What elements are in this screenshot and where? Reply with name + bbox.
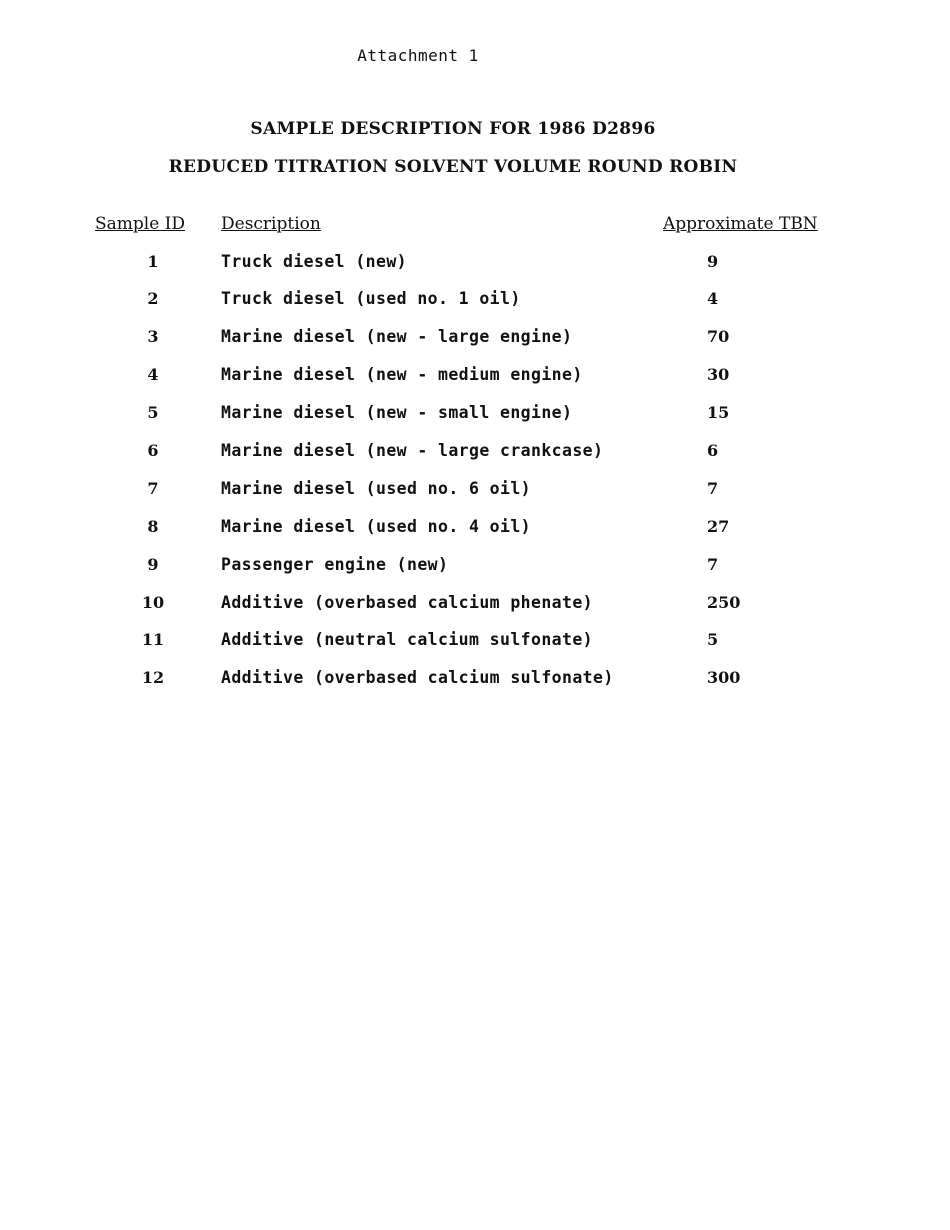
document-subtitle: REDUCED TITRATION SOLVENT VOLUME ROUND ROBIN	[168, 157, 738, 177]
table-row	[0, 252, 950, 282]
sample-id: 11	[141, 630, 165, 649]
sample-id: 10	[141, 593, 165, 612]
sample-id: 3	[147, 327, 159, 346]
sample-description: Additive (overbased calcium phenate)	[221, 593, 594, 612]
table-row	[0, 289, 950, 319]
table-row	[0, 365, 950, 395]
sample-tbn: 15	[707, 403, 730, 422]
sample-description: Passenger engine (new)	[221, 555, 449, 574]
sample-description: Marine diesel (new - medium engine)	[221, 365, 583, 384]
table-row	[0, 479, 950, 509]
table-row	[0, 630, 950, 660]
sample-id: 12	[141, 668, 165, 687]
sample-id: 9	[147, 555, 159, 574]
sample-tbn: 27	[707, 517, 730, 536]
header-sample-id: Sample ID	[95, 214, 186, 234]
sample-id: 1	[147, 252, 159, 271]
sample-id: 5	[147, 403, 159, 422]
sample-description: Additive (neutral calcium sulfonate)	[221, 630, 594, 649]
sample-tbn: 250	[707, 593, 741, 612]
sample-description: Marine diesel (used no. 6 oil)	[221, 479, 532, 498]
sample-description: Marine diesel (new - large crankcase)	[221, 441, 604, 460]
sample-id: 7	[147, 479, 159, 498]
sample-id: 6	[147, 441, 159, 460]
sample-tbn: 5	[707, 630, 719, 649]
sample-tbn: 7	[707, 555, 719, 574]
sample-description: Marine diesel (new - large engine)	[221, 327, 573, 346]
sample-id: 8	[147, 517, 159, 536]
sample-tbn: 9	[707, 252, 719, 271]
sample-id: 2	[147, 289, 159, 308]
table-row	[0, 327, 950, 357]
sample-description: Truck diesel (new)	[221, 252, 408, 271]
sample-id: 4	[147, 365, 159, 384]
table-row	[0, 517, 950, 547]
sample-description: Additive (overbased calcium sulfonate)	[221, 668, 614, 687]
table-row	[0, 441, 950, 471]
sample-description: Marine diesel (new - small engine)	[221, 403, 573, 422]
sample-tbn: 70	[707, 327, 730, 346]
sample-tbn: 7	[707, 479, 719, 498]
sample-tbn: 30	[707, 365, 730, 384]
sample-tbn: 4	[707, 289, 719, 308]
table-row	[0, 403, 950, 433]
attachment-label: Attachment 1	[357, 46, 479, 65]
table-row	[0, 668, 950, 698]
sample-description: Marine diesel (used no. 4 oil)	[221, 517, 532, 536]
table-row	[0, 593, 950, 623]
sample-description: Truck diesel (used no. 1 oil)	[221, 289, 521, 308]
sample-tbn: 6	[707, 441, 719, 460]
document-title: SAMPLE DESCRIPTION FOR 1986 D2896	[250, 119, 656, 139]
sample-tbn: 300	[707, 668, 741, 687]
table-row	[0, 555, 950, 585]
header-description: Description	[221, 214, 321, 234]
header-approximate-tbn: Approximate TBN	[663, 214, 818, 234]
